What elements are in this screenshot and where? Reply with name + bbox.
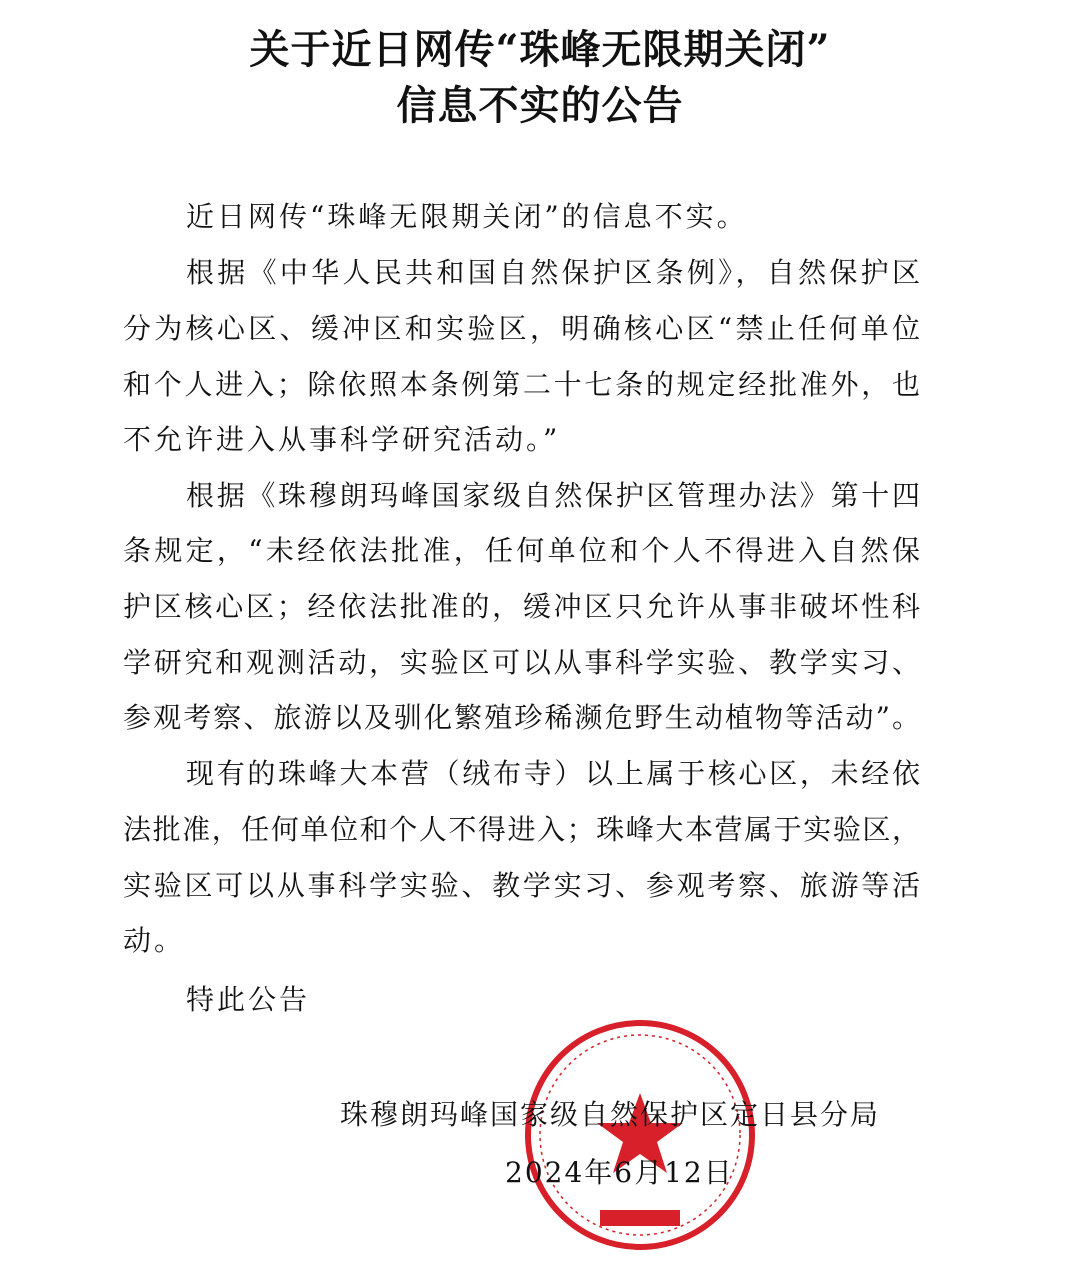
issue-date: 2024年6月12日 (505, 1156, 734, 1189)
document-title-line-2: 信息不实的公告 (396, 82, 684, 129)
body-line: 根据《珠穆朗玛峰国家级自然保护区管理办法》第十四 (186, 479, 920, 512)
body-line: 特此公告 (186, 983, 311, 1016)
seal-bar (600, 1210, 680, 1226)
body-line: 近日网传“珠峰无限期关闭”的信息不实。 (186, 200, 748, 233)
body-line: 不允许进入从事科学研究活动。” (123, 423, 561, 456)
body-line: 护区核心区；经依法批准的，缓冲区只允许从事非破坏性科 (123, 590, 920, 623)
body-line: 根据《中华人民共和国自然保护区条例》，自然保护区 (186, 256, 920, 289)
body-line: 学研究和观测活动，实验区可以从事科学实验、教学实习、 (123, 646, 920, 679)
body-line: 参观考察、旅游以及驯化繁殖珍稀濒危野生动植物等活动”。 (123, 701, 920, 734)
body-line: 分为核心区、缓冲区和实验区，明确核心区“禁止任何单位 (123, 312, 920, 345)
body-line: 条规定，“未经依法批准，任何单位和个人不得进入自然保 (123, 534, 920, 567)
official-seal-stamp (520, 1015, 760, 1255)
document-title-line-1: 关于近日网传“珠峰无限期关闭” (249, 26, 831, 73)
body-line: 和个人进入；除依照本条例第二十七条的规定经批准外，也 (123, 368, 920, 401)
body-line: 动。 (123, 924, 186, 957)
issuing-organization: 珠穆朗玛峰国家级自然保护区定日县分局 (340, 1098, 881, 1131)
body-line: 实验区可以从事科学实验、教学实习、参观考察、旅游等活 (123, 869, 920, 902)
body-line: 现有的珠峰大本营（绒布寺）以上属于核心区，未经依 (186, 757, 920, 790)
body-line: 法批准，任何单位和个人不得进入；珠峰大本营属于实验区， (123, 813, 920, 846)
